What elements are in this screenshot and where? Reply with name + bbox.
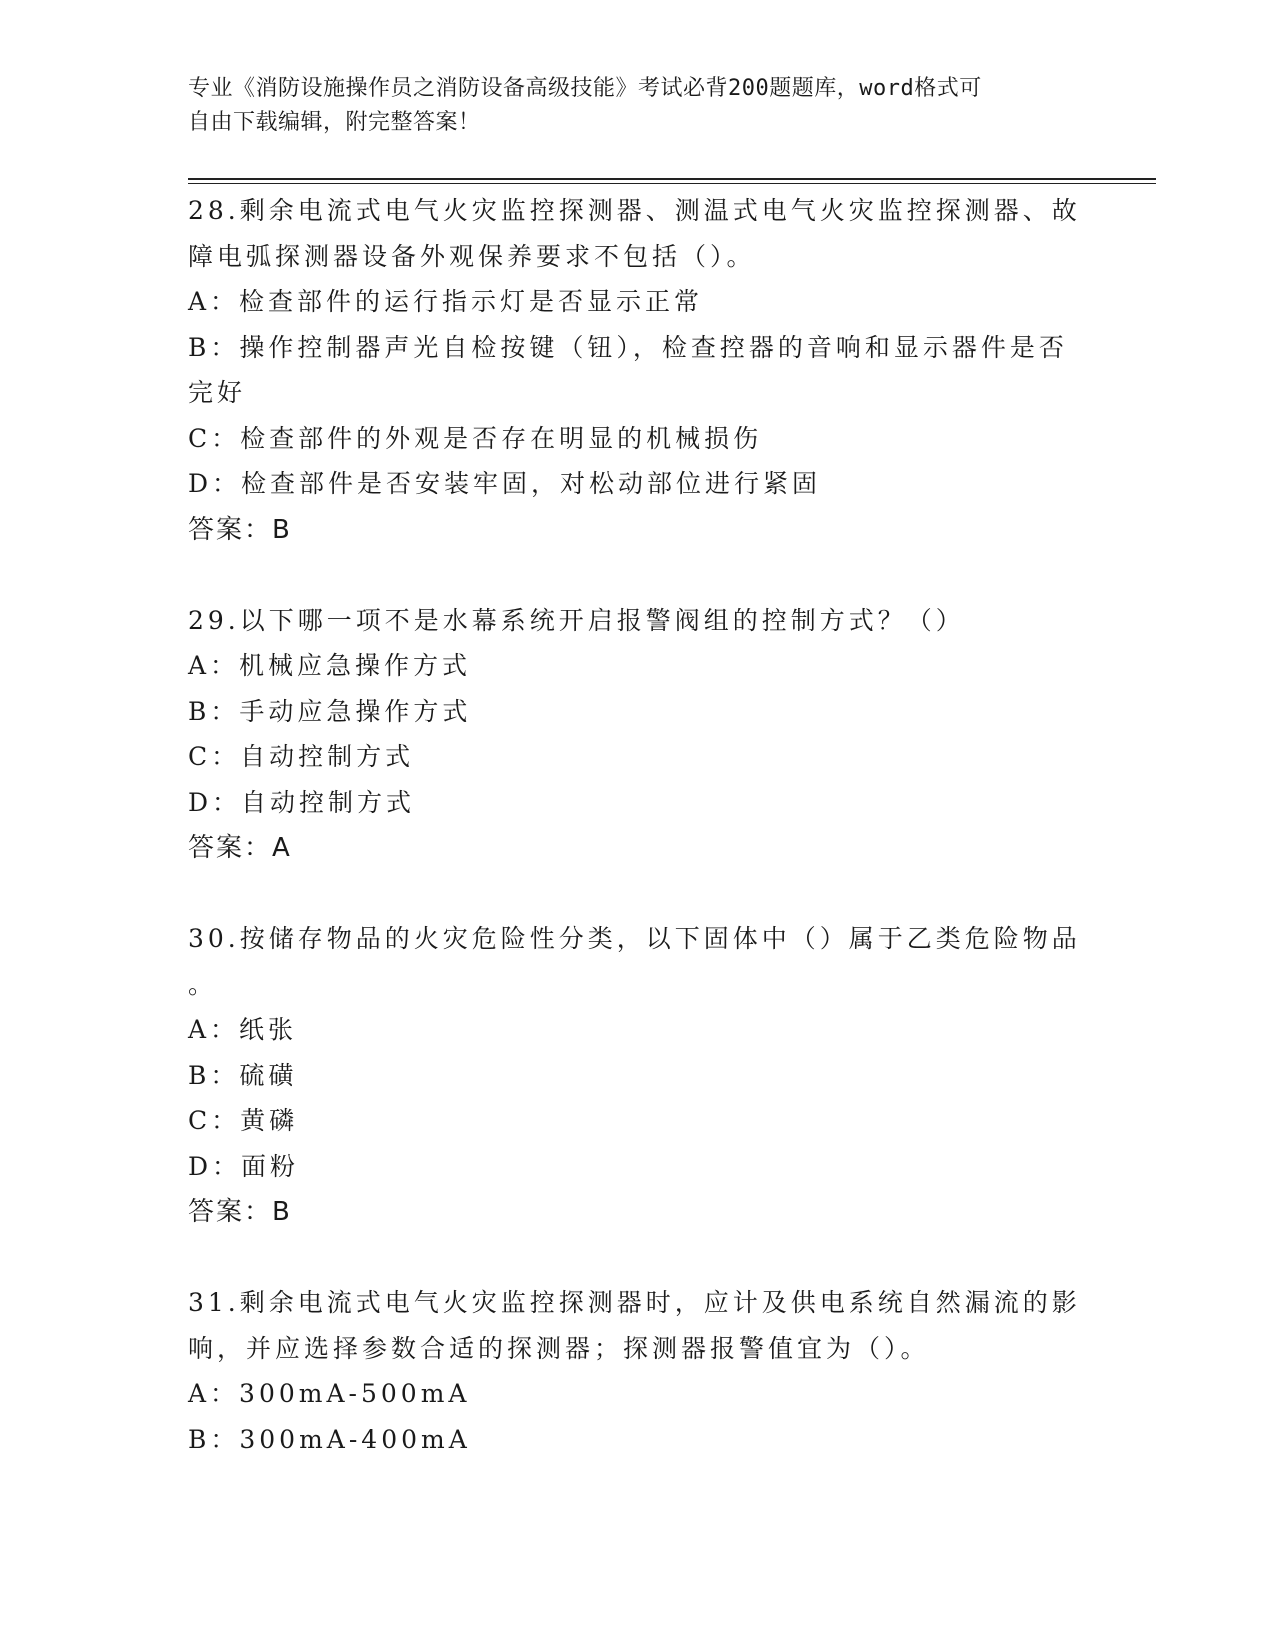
question-block — [188, 598, 1088, 872]
answer-option: B：操作控制器声光自检按键（钮），检查控器的音响和显示器件是否 — [188, 332, 1068, 362]
question-stem: 29.以下哪一项不是水幕系统开启报警阀组的控制方式？（） — [188, 605, 965, 635]
answer-option: C：检查部件的外观是否存在明显的机械损伤 — [188, 423, 763, 453]
answer-option: A：机械应急操作方式 — [188, 651, 472, 680]
question-stem: 28.剩余电流式电气火灾监控探测器、测温式电气火灾监控探测器、故 — [188, 196, 1081, 225]
question-list — [188, 188, 1088, 1507]
answer-option: D：自动控制方式 — [188, 787, 416, 817]
question-stem: 30.按储存物品的火灾危险性分类，以下固体中（）属于乙类危险物品 — [188, 924, 1081, 953]
answer-option: A：300mA-500mA — [188, 1379, 471, 1408]
answer-option: A：检查部件的运行指示灯是否显示正常 — [188, 287, 704, 316]
question-stem: 障电弧探测器设备外观保养要求不包括（）。 — [188, 241, 756, 271]
answer-option: D：面粉 — [188, 1151, 300, 1181]
answer-option: A：纸张 — [188, 1015, 298, 1044]
header-line-2: 自由下载编辑，附完整答案！ — [188, 110, 481, 135]
header-line-1: 专业《消防设施操作员之消防设备高级技能》考试必背200题题库，word格式可 — [188, 76, 982, 101]
answer-option: C：自动控制方式 — [188, 742, 415, 771]
answer-key: 答案：B — [188, 1197, 292, 1227]
answer-option: B：300mA-400mA — [188, 1424, 471, 1454]
answer-key: 答案：A — [188, 833, 292, 863]
answer-key: 答案：B — [188, 514, 292, 545]
question-stem: 。 — [188, 969, 218, 999]
question-stem: 31.剩余电流式电气火灾监控探测器时，应计及供电系统自然漏流的影 — [188, 1288, 1081, 1317]
answer-option: B：硫磺 — [188, 1060, 298, 1090]
answer-option: B：手动应急操作方式 — [188, 696, 472, 726]
document-header — [188, 72, 1088, 140]
answer-option: 完好 — [188, 378, 247, 407]
answer-option: D：检查部件是否安装牢固，对松动部位进行紧固 — [188, 469, 822, 498]
question-block — [188, 1280, 1088, 1462]
question-block — [188, 188, 1088, 553]
header-divider — [188, 178, 1156, 184]
answer-option: C：黄磷 — [188, 1106, 299, 1135]
question-block — [188, 916, 1088, 1235]
question-stem: 响，并应选择参数合适的探测器；探测器报警值宜为（）。 — [188, 1333, 930, 1363]
